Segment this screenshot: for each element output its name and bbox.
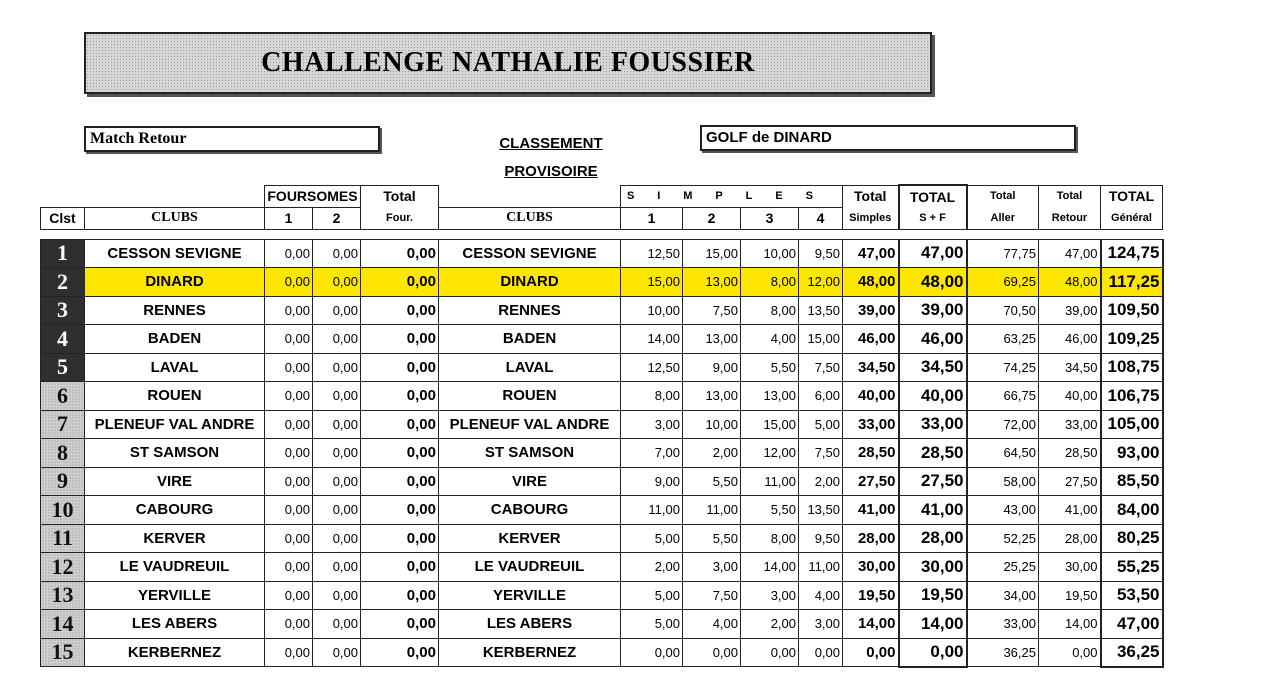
simple-3-score: 0,00 xyxy=(741,638,799,667)
total-simples: 19,50 xyxy=(843,581,899,610)
foursome-2-score: 0,00 xyxy=(313,524,361,553)
foursome-1-score: 0,00 xyxy=(265,467,313,496)
total-simples: 46,00 xyxy=(843,325,899,354)
simple-2-score: 15,00 xyxy=(683,239,741,268)
simples-letter: I xyxy=(657,190,661,202)
club-name: RENNES xyxy=(85,296,265,325)
total-foursomes: 0,00 xyxy=(361,467,439,496)
simple-1-score: 14,00 xyxy=(621,325,683,354)
simple-4-score: 12,00 xyxy=(799,268,843,297)
total-retour: 34,50 xyxy=(1039,353,1101,382)
simple-4-score: 0,00 xyxy=(799,638,843,667)
total-aller: 33,00 xyxy=(967,610,1039,639)
simple-1-header: 1 xyxy=(621,207,683,229)
foursome-1-score: 0,00 xyxy=(265,353,313,382)
club-name-repeat: CESSON SEVIGNE xyxy=(439,239,621,268)
simple-1-score: 5,00 xyxy=(621,524,683,553)
simples-letter: P xyxy=(715,190,723,202)
classement-line2: PROVISOIRE xyxy=(504,163,598,180)
total-simples: 47,00 xyxy=(843,239,899,268)
simple-4-score: 13,50 xyxy=(799,496,843,525)
total-aller: 25,25 xyxy=(967,553,1039,582)
foursome-1-score: 0,00 xyxy=(265,296,313,325)
total-retour: 33,00 xyxy=(1039,410,1101,439)
total-four-header-1: Total xyxy=(361,185,439,207)
rank-cell: 3 xyxy=(41,296,85,325)
table-row xyxy=(41,325,1163,354)
total-aller-header-2: Aller xyxy=(967,207,1039,229)
total-general: 108,75 xyxy=(1101,353,1163,382)
total-retour: 0,00 xyxy=(1039,638,1101,667)
total-foursomes: 0,00 xyxy=(361,610,439,639)
simple-4-score: 9,50 xyxy=(799,524,843,553)
total-general: 106,75 xyxy=(1101,382,1163,411)
total-aller: 34,00 xyxy=(967,581,1039,610)
simple-1-score: 5,00 xyxy=(621,581,683,610)
simple-1-score: 15,00 xyxy=(621,268,683,297)
total-aller: 77,75 xyxy=(967,239,1039,268)
golf-label-box xyxy=(700,125,1076,151)
table-row xyxy=(41,239,1163,268)
simple-3-header: 3 xyxy=(741,207,799,229)
header-row-1 xyxy=(41,185,1163,207)
total-s-plus-f: 46,00 xyxy=(899,325,967,354)
total-retour: 47,00 xyxy=(1039,239,1101,268)
total-general: 85,50 xyxy=(1101,467,1163,496)
total-aller: 36,25 xyxy=(967,638,1039,667)
club-name-repeat: VIRE xyxy=(439,467,621,496)
total-general: 109,50 xyxy=(1101,296,1163,325)
total-retour: 19,50 xyxy=(1039,581,1101,610)
simple-4-score: 3,00 xyxy=(799,610,843,639)
total-general-header-2: Général xyxy=(1101,207,1163,229)
total-s-plus-f: 0,00 xyxy=(899,638,967,667)
total-general: 84,00 xyxy=(1101,496,1163,525)
foursome-2-score: 0,00 xyxy=(313,410,361,439)
rank-cell: 8 xyxy=(41,439,85,468)
table-row xyxy=(41,382,1163,411)
foursome-2-score: 0,00 xyxy=(313,610,361,639)
foursomes-header: FOURSOMES xyxy=(265,185,361,207)
total-general: 47,00 xyxy=(1101,610,1163,639)
total-simples: 30,00 xyxy=(843,553,899,582)
simple-3-score: 11,00 xyxy=(741,467,799,496)
total-s-plus-f: 47,00 xyxy=(899,239,967,268)
simple-2-header: 2 xyxy=(683,207,741,229)
total-foursomes: 0,00 xyxy=(361,239,439,268)
club-name: LES ABERS xyxy=(85,610,265,639)
clubs-header-2: CLUBS xyxy=(439,207,621,229)
total-foursomes: 0,00 xyxy=(361,581,439,610)
total-foursomes: 0,00 xyxy=(361,382,439,411)
total-general: 124,75 xyxy=(1101,239,1163,268)
total-s-plus-f: 28,00 xyxy=(899,524,967,553)
header-row-2 xyxy=(41,207,1163,229)
total-foursomes: 0,00 xyxy=(361,268,439,297)
foursome-1-score: 0,00 xyxy=(265,496,313,525)
foursome-2-score: 0,00 xyxy=(313,239,361,268)
page-title: CHALLENGE NATHALIE FOUSSIER xyxy=(261,47,755,78)
simples-letter: S xyxy=(805,190,813,202)
table-row xyxy=(41,638,1163,667)
simple-4-score: 7,50 xyxy=(799,439,843,468)
club-name-repeat: BADEN xyxy=(439,325,621,354)
total-simples: 39,00 xyxy=(843,296,899,325)
simple-1-score: 9,00 xyxy=(621,467,683,496)
foursome-2-score: 0,00 xyxy=(313,638,361,667)
simples-letter: M xyxy=(683,190,693,202)
rank-cell: 11 xyxy=(41,524,85,553)
table-row xyxy=(41,268,1163,297)
total-general: 53,50 xyxy=(1101,581,1163,610)
rank-cell: 6 xyxy=(41,382,85,411)
total-retour: 39,00 xyxy=(1039,296,1101,325)
simple-2-score: 5,50 xyxy=(683,524,741,553)
club-name: CESSON SEVIGNE xyxy=(85,239,265,268)
simple-1-score: 12,50 xyxy=(621,239,683,268)
total-general: 55,25 xyxy=(1101,553,1163,582)
foursome-1-score: 0,00 xyxy=(265,638,313,667)
total-retour-header-1: Total xyxy=(1039,185,1101,207)
total-retour: 28,00 xyxy=(1039,524,1101,553)
simple-4-score: 9,50 xyxy=(799,239,843,268)
simple-1-score: 3,00 xyxy=(621,410,683,439)
simple-1-score: 0,00 xyxy=(621,638,683,667)
total-s-plus-f: 40,00 xyxy=(899,382,967,411)
simple-3-score: 8,00 xyxy=(741,524,799,553)
foursome-2-score: 0,00 xyxy=(313,268,361,297)
total-general: 105,00 xyxy=(1101,410,1163,439)
standings-table xyxy=(40,184,1164,668)
simple-3-score: 5,50 xyxy=(741,496,799,525)
rank-cell: 15 xyxy=(41,638,85,667)
simple-4-score: 2,00 xyxy=(799,467,843,496)
total-simples: 28,50 xyxy=(843,439,899,468)
simple-2-score: 3,00 xyxy=(683,553,741,582)
total-sf-header-2: S + F xyxy=(899,207,967,229)
club-name: LAVAL xyxy=(85,353,265,382)
classement-line1: CLASSEMENT xyxy=(499,135,603,152)
simple-2-score: 0,00 xyxy=(683,638,741,667)
simple-3-score: 3,00 xyxy=(741,581,799,610)
simple-2-score: 13,00 xyxy=(683,325,741,354)
club-name-repeat: CABOURG xyxy=(439,496,621,525)
foursome-2-score: 0,00 xyxy=(313,439,361,468)
total-general-header-1: TOTAL xyxy=(1101,185,1163,207)
club-name-repeat: RENNES xyxy=(439,296,621,325)
table-row xyxy=(41,410,1163,439)
club-name: PLENEUF VAL ANDRE xyxy=(85,410,265,439)
rank-cell: 4 xyxy=(41,325,85,354)
simple-1-score: 12,50 xyxy=(621,353,683,382)
simple-3-score: 14,00 xyxy=(741,553,799,582)
total-simples: 40,00 xyxy=(843,382,899,411)
clst-header: Clst xyxy=(41,207,85,229)
total-foursomes: 0,00 xyxy=(361,439,439,468)
foursome-2-score: 0,00 xyxy=(313,467,361,496)
club-name-repeat: PLENEUF VAL ANDRE xyxy=(439,410,621,439)
total-aller: 64,50 xyxy=(967,439,1039,468)
simple-1-score: 8,00 xyxy=(621,382,683,411)
simple-3-score: 8,00 xyxy=(741,296,799,325)
table-row xyxy=(41,610,1163,639)
table-row xyxy=(41,439,1163,468)
club-name: KERBERNEZ xyxy=(85,638,265,667)
total-simples-header-1: Total xyxy=(843,185,899,207)
total-retour: 28,50 xyxy=(1039,439,1101,468)
foursome-1-score: 0,00 xyxy=(265,439,313,468)
simple-4-score: 11,00 xyxy=(799,553,843,582)
total-general: 117,25 xyxy=(1101,268,1163,297)
rank-cell: 1 xyxy=(41,239,85,268)
club-name: VIRE xyxy=(85,467,265,496)
foursome-1-score: 0,00 xyxy=(265,382,313,411)
total-foursomes: 0,00 xyxy=(361,353,439,382)
total-general: 109,25 xyxy=(1101,325,1163,354)
simple-4-header: 4 xyxy=(799,207,843,229)
foursome-1-score: 0,00 xyxy=(265,610,313,639)
match-label: Match Retour xyxy=(90,130,187,147)
simples-letter: E xyxy=(775,190,783,202)
club-name: CABOURG xyxy=(85,496,265,525)
golf-label: GOLF de DINARD xyxy=(706,129,832,146)
total-general: 93,00 xyxy=(1101,439,1163,468)
total-foursomes: 0,00 xyxy=(361,496,439,525)
simple-2-score: 10,00 xyxy=(683,410,741,439)
rank-cell: 13 xyxy=(41,581,85,610)
foursome-2-score: 0,00 xyxy=(313,382,361,411)
club-name: KERVER xyxy=(85,524,265,553)
rank-cell: 2 xyxy=(41,268,85,297)
simple-3-score: 12,00 xyxy=(741,439,799,468)
simple-3-score: 15,00 xyxy=(741,410,799,439)
total-general: 36,25 xyxy=(1101,638,1163,667)
total-simples: 33,00 xyxy=(843,410,899,439)
simple-2-score: 2,00 xyxy=(683,439,741,468)
foursome-1-header: 1 xyxy=(265,207,313,229)
foursome-2-header: 2 xyxy=(313,207,361,229)
rank-cell: 9 xyxy=(41,467,85,496)
simple-3-score: 13,00 xyxy=(741,382,799,411)
club-name: YERVILLE xyxy=(85,581,265,610)
total-retour: 30,00 xyxy=(1039,553,1101,582)
total-s-plus-f: 39,00 xyxy=(899,296,967,325)
club-name: BADEN xyxy=(85,325,265,354)
total-aller: 43,00 xyxy=(967,496,1039,525)
foursome-1-score: 0,00 xyxy=(265,239,313,268)
total-s-plus-f: 27,50 xyxy=(899,467,967,496)
foursome-2-score: 0,00 xyxy=(313,496,361,525)
total-s-plus-f: 14,00 xyxy=(899,610,967,639)
club-name-repeat: KERVER xyxy=(439,524,621,553)
simple-4-score: 15,00 xyxy=(799,325,843,354)
table-row xyxy=(41,467,1163,496)
rank-cell: 12 xyxy=(41,553,85,582)
simple-4-score: 5,00 xyxy=(799,410,843,439)
simple-1-score: 11,00 xyxy=(621,496,683,525)
simple-2-score: 9,00 xyxy=(683,353,741,382)
total-aller: 66,75 xyxy=(967,382,1039,411)
foursome-1-score: 0,00 xyxy=(265,268,313,297)
total-aller: 58,00 xyxy=(967,467,1039,496)
simple-3-score: 2,00 xyxy=(741,610,799,639)
total-aller: 52,25 xyxy=(967,524,1039,553)
simple-3-score: 5,50 xyxy=(741,353,799,382)
clubs-header: CLUBS xyxy=(85,207,265,229)
foursome-1-score: 0,00 xyxy=(265,524,313,553)
total-simples: 41,00 xyxy=(843,496,899,525)
rank-cell: 7 xyxy=(41,410,85,439)
table-row xyxy=(41,353,1163,382)
total-retour: 14,00 xyxy=(1039,610,1101,639)
total-s-plus-f: 48,00 xyxy=(899,268,967,297)
simple-1-score: 7,00 xyxy=(621,439,683,468)
simple-2-score: 11,00 xyxy=(683,496,741,525)
simple-4-score: 6,00 xyxy=(799,382,843,411)
total-simples: 34,50 xyxy=(843,353,899,382)
simple-2-score: 4,00 xyxy=(683,610,741,639)
classement-heading xyxy=(470,130,632,186)
simples-letter: L xyxy=(745,190,753,202)
match-label-box xyxy=(84,126,380,152)
total-aller: 70,50 xyxy=(967,296,1039,325)
club-name-repeat: ROUEN xyxy=(439,382,621,411)
club-name-repeat: KERBERNEZ xyxy=(439,638,621,667)
club-name: LE VAUDREUIL xyxy=(85,553,265,582)
foursome-2-score: 0,00 xyxy=(313,325,361,354)
total-foursomes: 0,00 xyxy=(361,296,439,325)
rank-cell: 10 xyxy=(41,496,85,525)
standings-body xyxy=(41,239,1163,667)
total-foursomes: 0,00 xyxy=(361,524,439,553)
total-simples: 0,00 xyxy=(843,638,899,667)
total-general: 80,25 xyxy=(1101,524,1163,553)
club-name: ST SAMSON xyxy=(85,439,265,468)
total-aller: 74,25 xyxy=(967,353,1039,382)
foursome-2-score: 0,00 xyxy=(313,581,361,610)
simple-4-score: 7,50 xyxy=(799,353,843,382)
club-name-repeat: ST SAMSON xyxy=(439,439,621,468)
foursome-1-score: 0,00 xyxy=(265,581,313,610)
total-s-plus-f: 19,50 xyxy=(899,581,967,610)
simple-1-score: 10,00 xyxy=(621,296,683,325)
total-retour: 48,00 xyxy=(1039,268,1101,297)
table-row xyxy=(41,553,1163,582)
total-retour: 41,00 xyxy=(1039,496,1101,525)
total-s-plus-f: 41,00 xyxy=(899,496,967,525)
total-simples-header-2: Simples xyxy=(843,207,899,229)
club-name-repeat: LE VAUDREUIL xyxy=(439,553,621,582)
total-s-plus-f: 33,00 xyxy=(899,410,967,439)
rank-cell: 14 xyxy=(41,610,85,639)
total-aller: 72,00 xyxy=(967,410,1039,439)
total-foursomes: 0,00 xyxy=(361,410,439,439)
title-banner xyxy=(84,32,932,94)
foursome-1-score: 0,00 xyxy=(265,325,313,354)
total-foursomes: 0,00 xyxy=(361,325,439,354)
simple-4-score: 13,50 xyxy=(799,296,843,325)
total-aller: 63,25 xyxy=(967,325,1039,354)
total-simples: 48,00 xyxy=(843,268,899,297)
table-row xyxy=(41,496,1163,525)
total-retour: 40,00 xyxy=(1039,382,1101,411)
simple-3-score: 4,00 xyxy=(741,325,799,354)
club-name: DINARD xyxy=(85,268,265,297)
simple-2-score: 13,00 xyxy=(683,382,741,411)
table-row xyxy=(41,296,1163,325)
simple-2-score: 7,50 xyxy=(683,581,741,610)
simple-2-score: 5,50 xyxy=(683,467,741,496)
total-foursomes: 0,00 xyxy=(361,638,439,667)
total-s-plus-f: 34,50 xyxy=(899,353,967,382)
total-s-plus-f: 30,00 xyxy=(899,553,967,582)
club-name-repeat: LES ABERS xyxy=(439,610,621,639)
simples-header xyxy=(621,185,843,207)
foursome-2-score: 0,00 xyxy=(313,553,361,582)
simple-4-score: 4,00 xyxy=(799,581,843,610)
total-s-plus-f: 28,50 xyxy=(899,439,967,468)
table-row xyxy=(41,581,1163,610)
total-simples: 27,50 xyxy=(843,467,899,496)
simple-2-score: 7,50 xyxy=(683,296,741,325)
total-simples: 14,00 xyxy=(843,610,899,639)
foursome-1-score: 0,00 xyxy=(265,410,313,439)
rank-cell: 5 xyxy=(41,353,85,382)
club-name-repeat: LAVAL xyxy=(439,353,621,382)
club-name-repeat: YERVILLE xyxy=(439,581,621,610)
total-retour-header-2: Retour xyxy=(1039,207,1101,229)
table-row xyxy=(41,524,1163,553)
total-aller: 69,25 xyxy=(967,268,1039,297)
simple-3-score: 10,00 xyxy=(741,239,799,268)
total-simples: 28,00 xyxy=(843,524,899,553)
total-retour: 27,50 xyxy=(1039,467,1101,496)
club-name: ROUEN xyxy=(85,382,265,411)
simple-2-score: 13,00 xyxy=(683,268,741,297)
total-sf-header-1: TOTAL xyxy=(899,185,967,207)
foursome-2-score: 0,00 xyxy=(313,296,361,325)
simple-3-score: 8,00 xyxy=(741,268,799,297)
simple-1-score: 5,00 xyxy=(621,610,683,639)
foursome-2-score: 0,00 xyxy=(313,353,361,382)
club-name-repeat: DINARD xyxy=(439,268,621,297)
total-foursomes: 0,00 xyxy=(361,553,439,582)
foursome-1-score: 0,00 xyxy=(265,553,313,582)
simple-1-score: 2,00 xyxy=(621,553,683,582)
simples-letter: S xyxy=(627,190,635,202)
total-four-header-2: Four. xyxy=(361,207,439,229)
total-aller-header-1: Total xyxy=(967,185,1039,207)
total-retour: 46,00 xyxy=(1039,325,1101,354)
